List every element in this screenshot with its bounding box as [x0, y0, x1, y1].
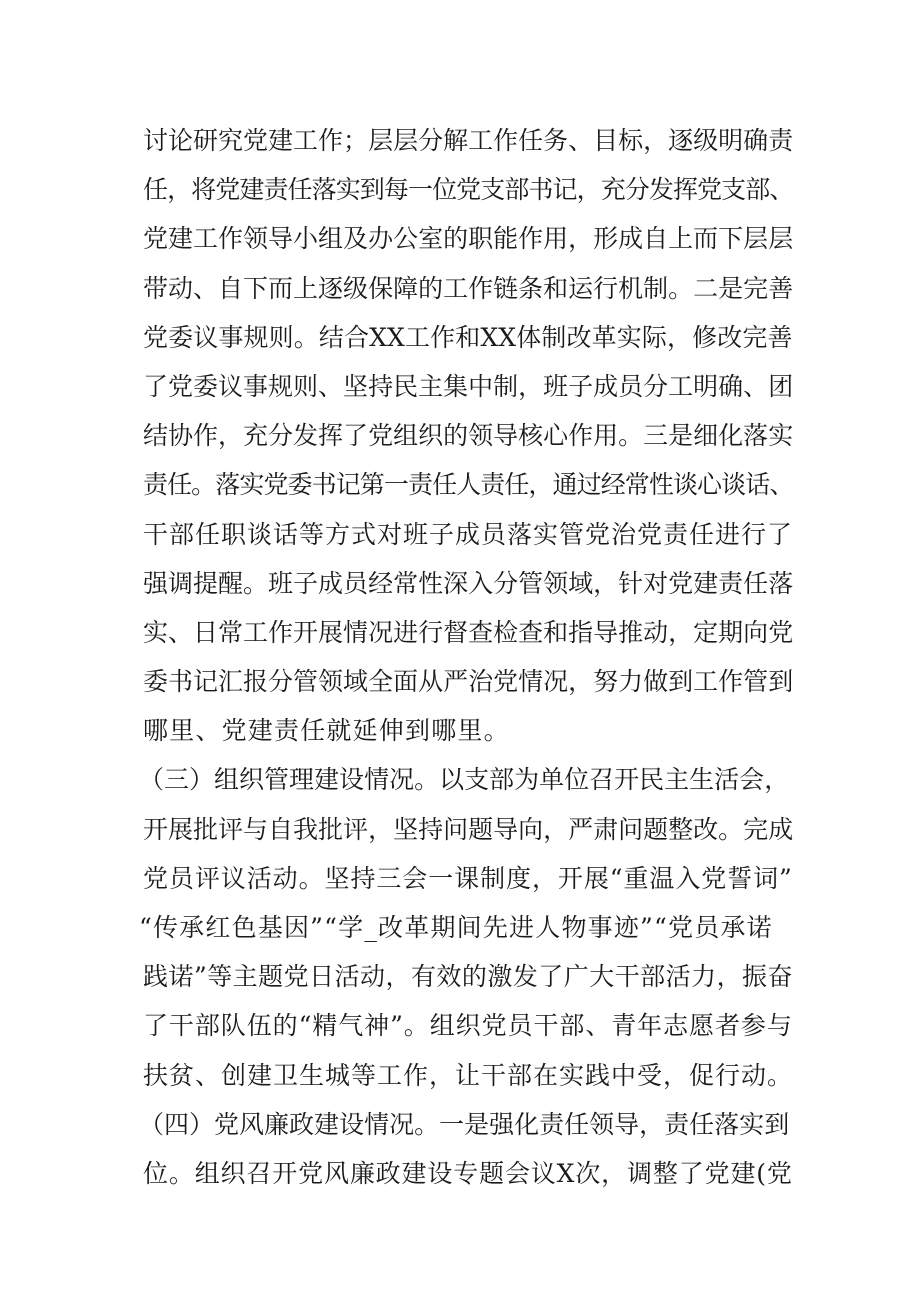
- text-line: “传承红色基因”“学_改革期间先进人物事迹”“党员承诺: [139, 913, 773, 942]
- body-text: [139, 116, 794, 1198]
- text-line: 了干部队伍的“精气神”。组织党员干部、青年志愿者参与: [143, 1011, 793, 1041]
- text-line: 责任。落实党委书记第一责任人责任，通过经常性谈心谈话、: [143, 470, 794, 500]
- text-line: 党员评议活动。坚持三会一课制度，开展“重温入党誓词”: [143, 863, 793, 893]
- text-line: 讨论研究党建工作；层层分解工作任务、目标，逐级明确责: [143, 126, 794, 155]
- text-line: 党建工作领导小组及办公室的职能作用，形成自上而下层层: [143, 224, 794, 254]
- text-line: 实、日常工作开展情况进行督查检查和指导推动，定期向党: [143, 617, 794, 647]
- text-line: 扶贫、创建卫生城等工作，让干部在实践中受，促行动。: [143, 1060, 794, 1090]
- text-line: 干部任职谈话等方式对班子成员落实管党治党责任进行了: [143, 519, 794, 549]
- text-line: 结协作，充分发挥了党组织的领导核心作用。三是细化落实: [143, 421, 794, 451]
- text-line: 践诺”等主题党日活动，有效的激发了广大干部活力，振奋: [143, 962, 793, 992]
- text-line: 带动、自下而上逐级保障的工作链条和运行机制。二是完善: [143, 273, 794, 303]
- text-line: 任，将党建责任落实到每一位党支部书记，充分发挥党支部、: [143, 175, 794, 205]
- text-line: 开展批评与自我批评，坚持问题导向，严肃问题整改。完成: [143, 814, 794, 844]
- section-heading-line: （四）党风廉政建设情况。一是强化责任领导，责任落实到: [139, 1109, 790, 1139]
- text-line: 委书记汇报分管领域全面从严治党情况，努力做到工作管到: [143, 667, 794, 697]
- text-line: 哪里、党建责任就延伸到哪里。: [143, 716, 510, 746]
- text-line: 党委议事规则。结合XX工作和XX体制改革实际，修改完善: [143, 322, 793, 352]
- text-line: 强调提醒。班子成员经常性深入分管领域，针对党建责任落: [143, 568, 794, 598]
- text-line: 了党委议事规则、坚持民主集中制，班子成员分工明确、团: [143, 371, 794, 401]
- text-line: 位。组织召开党风廉政建设专题会议X次，调整了党建(党: [143, 1158, 793, 1188]
- section-heading-line: （三）组织管理建设情况。以支部为单位召开民主生活会，: [139, 765, 790, 795]
